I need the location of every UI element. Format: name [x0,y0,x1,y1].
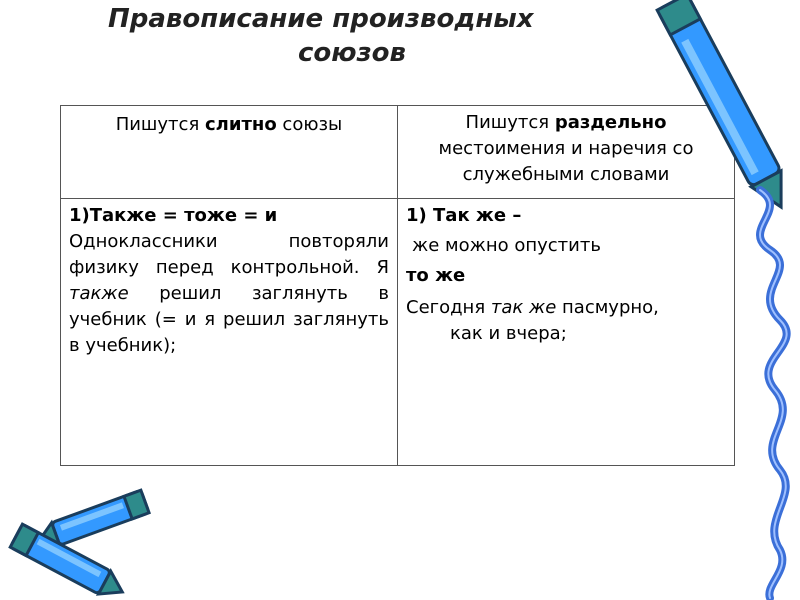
example-together [69,229,389,359]
example-right-before: Сегодня [406,297,491,318]
title-line-1: Правописание производных [108,4,534,34]
rule-separate: 1) Так же – [406,205,522,226]
pencil-icon [0,480,170,600]
header-right-after: местоимения и наречия со служебными словами [438,138,694,185]
note-separate: же можно опустить [412,235,601,256]
example-left-italic: также [69,283,129,304]
header-cell-together [61,106,398,199]
header-right-bold: раздельно [554,112,667,133]
example-separate-line2: как и вчера; [450,323,567,344]
header-left-after: союзы [276,114,343,135]
example-right-italic: так же [490,297,557,318]
example-left-before: Одноклассники повторяли физику перед контрольной. Я [69,231,389,278]
header-left-before: Пишутся [115,114,205,135]
example-left-after: решил заглянуть в учебник (= и я решил заглянуть в учебник); [69,283,389,356]
to-zhe-label: то же [406,265,466,286]
table-body-row [61,199,735,466]
table-header-row [61,106,735,199]
rules-table [60,105,735,466]
ribbon-icon [760,190,787,598]
pen-icon [640,0,800,600]
rule-together: 1)Также = тоже = и [69,205,278,226]
header-right-before: Пишутся [465,112,555,133]
title-line-2: союзов [298,38,406,68]
example-right-after: пасмурно, [556,297,659,318]
body-cell-together [61,199,398,466]
header-left-bold: слитно [205,114,277,135]
